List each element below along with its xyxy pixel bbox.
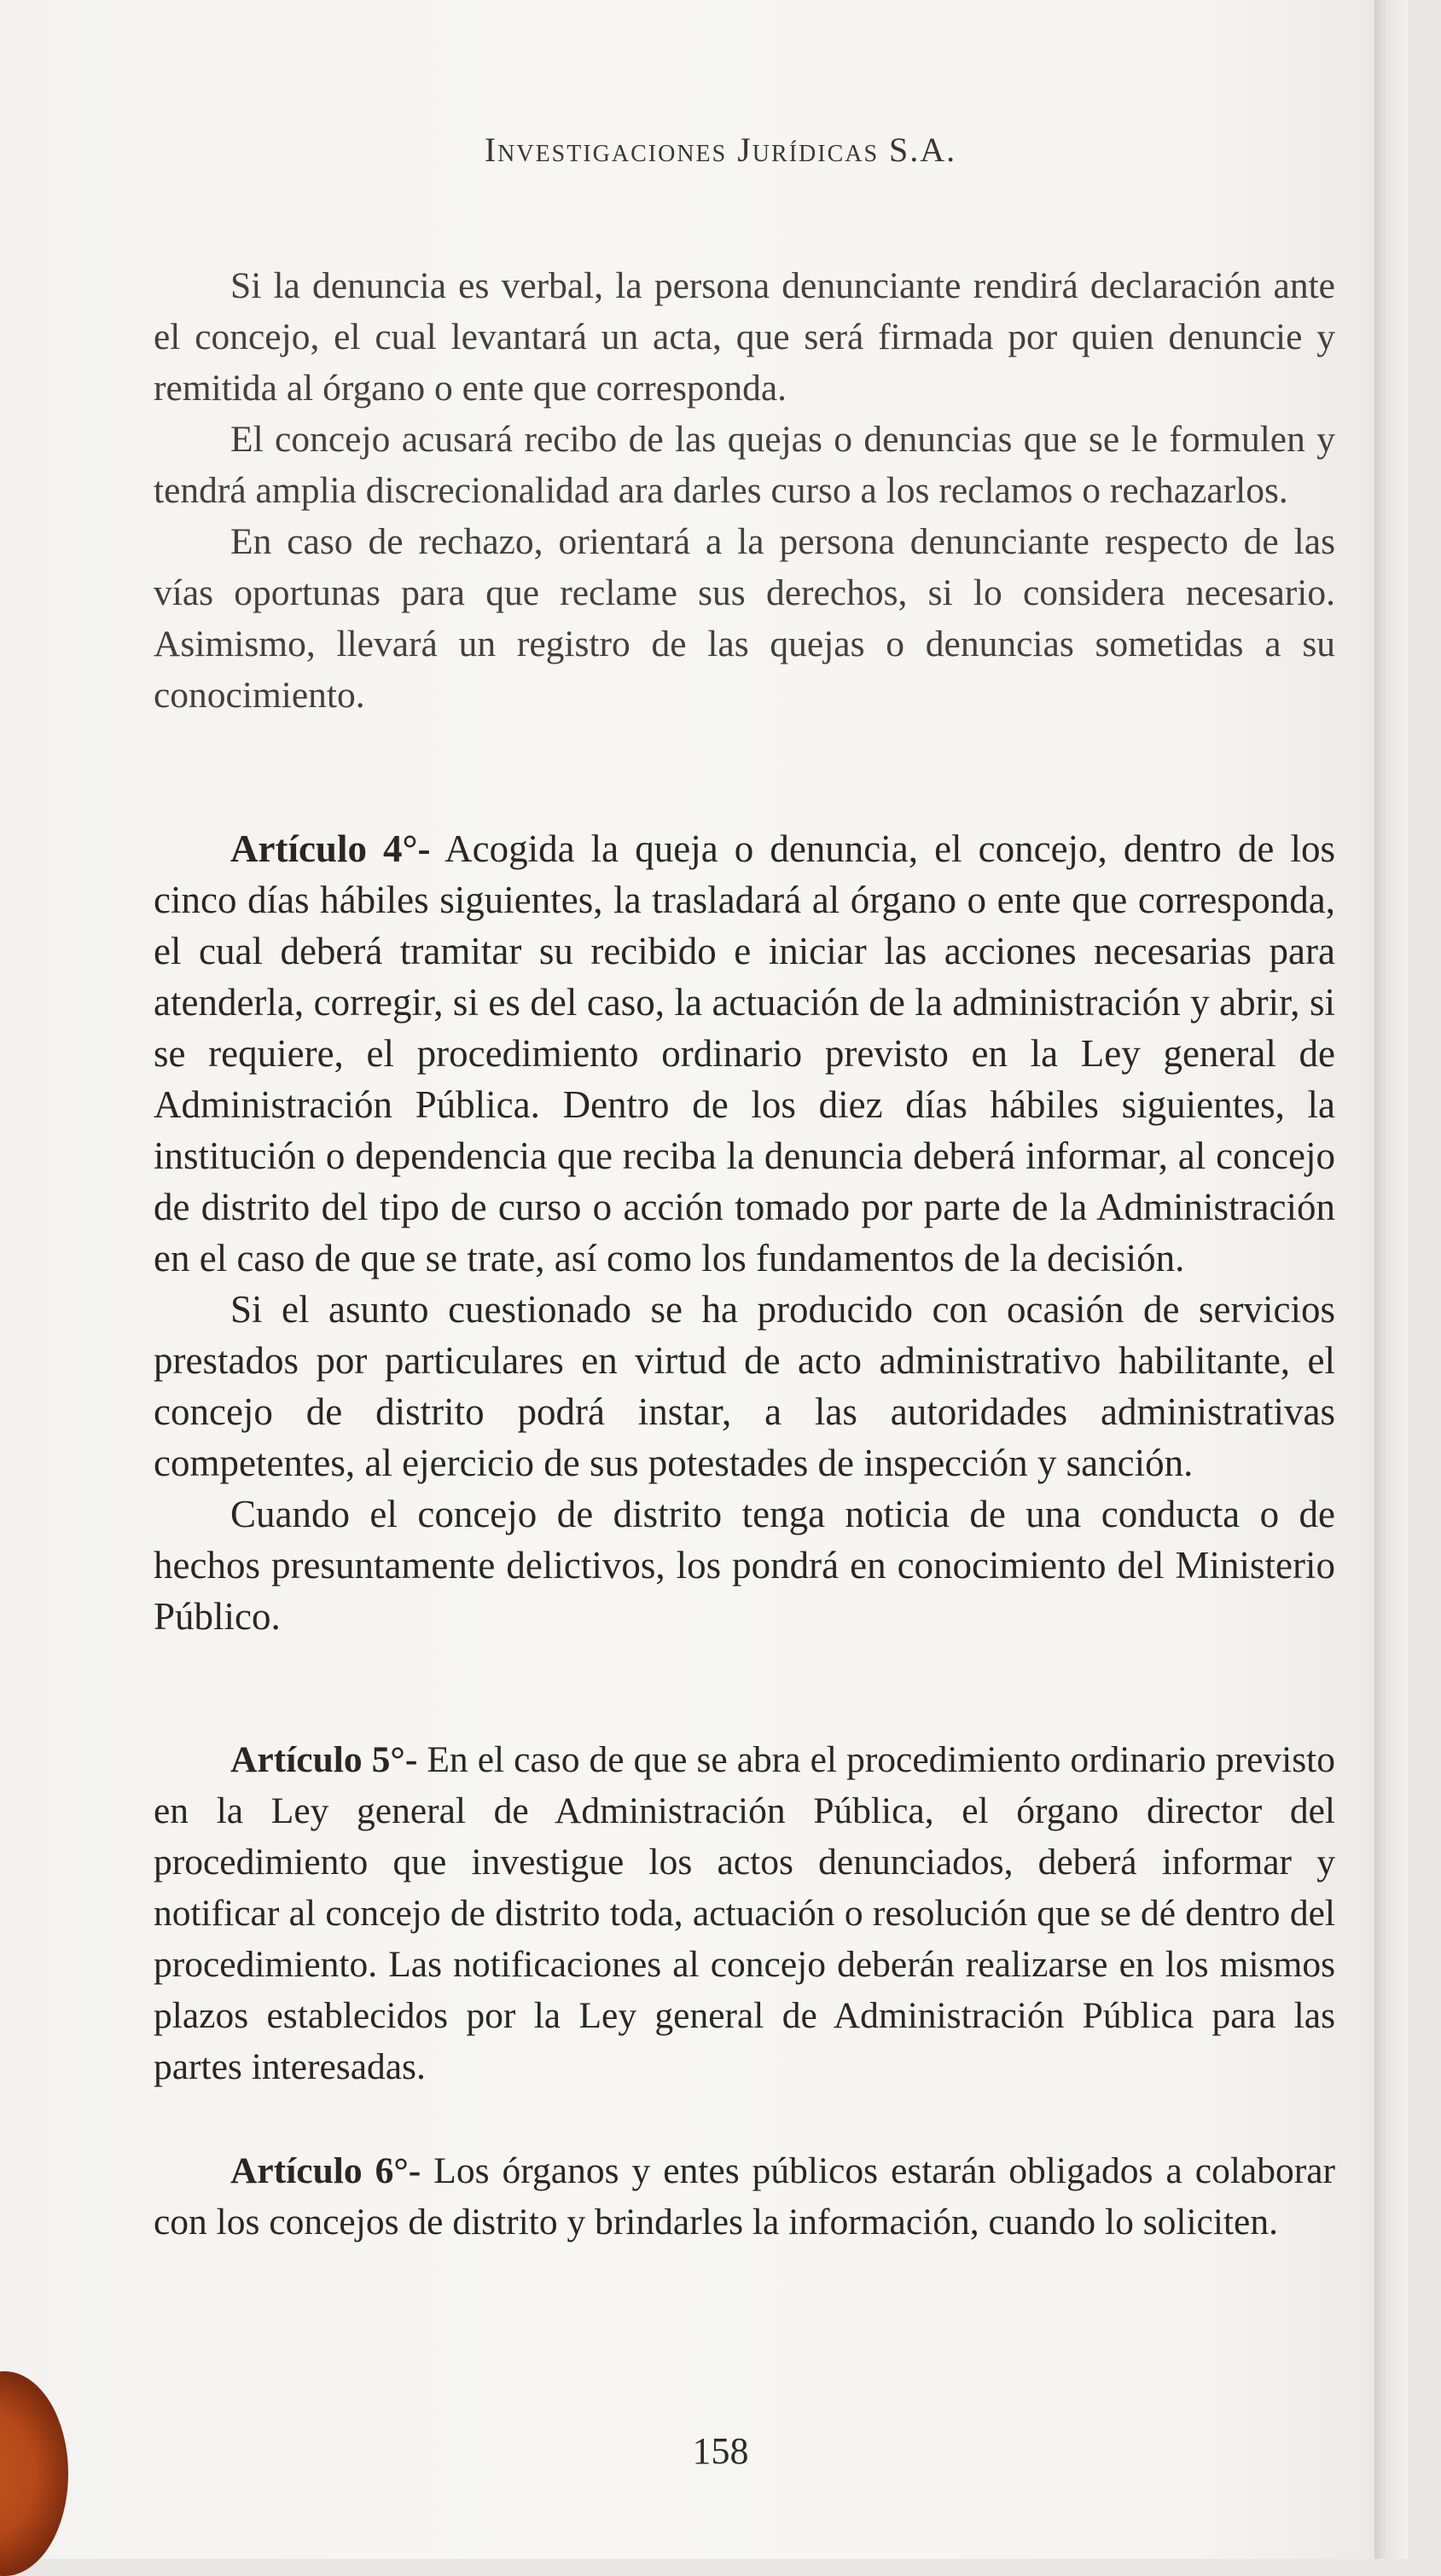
article-title: Artículo 5°- xyxy=(230,1739,418,1780)
article-title: Artículo 4°- xyxy=(230,827,431,870)
running-header: Investigaciones Jurídicas S.A. xyxy=(484,131,957,169)
article-6 xyxy=(154,2145,1335,2248)
intro-paragraph: El concejo acusará recibo de las quejas o denuncias que se le formulen y tendrá amplia discrecionalidad ara darles curso a los reclamos o rechazarlos. xyxy=(154,419,1335,511)
article-text: En el caso de que se abra el procedimiento ordinario previsto en la Ley general de Administración Pública, el órgano director del procedimiento que investigue los actos denunciados, deberá informar y notificar al concejo de distrito toda, actuación o resolución que se dé dentro del procedimiento. Las notificaciones al concejo deberán realizarse en los mismos plazos establecidos por la Ley general de Administración Pública para las partes interesadas. xyxy=(154,1739,1335,2087)
article-4 xyxy=(154,823,1335,1642)
article-title: Artículo 6°- xyxy=(230,2150,421,2191)
article-paragraph xyxy=(154,2145,1335,2248)
intro-section xyxy=(154,260,1335,721)
intro-paragraph: En caso de rechazo, orientará a la persona denunciante respecto de las vías oportunas para que reclame sus derechos, si lo considera necesario. Asimismo, llevará un registro de las quejas o denuncias sometidas a su conocimiento. xyxy=(154,521,1335,716)
page-edge-shadow xyxy=(1374,0,1408,2559)
article-paragraph: Si el asunto cuestionado se ha producido con ocasión de servicios prestados por particulares en virtud de acto administrativo habilitante, el concejo de distrito podrá instar, a las autoridades administrativas competentes, al ejercicio de sus potestades de inspección y sanción. xyxy=(154,1288,1335,1484)
page-number: 158 xyxy=(692,2430,749,2472)
thumb-shadow xyxy=(0,2371,68,2576)
intro-paragraph: Si la denuncia es verbal, la persona denunciante rendirá declaración ante el concejo, el cual levantará un acta, que será firmada por quien denuncie y remitida al órgano o ente que corresponda. xyxy=(154,265,1335,409)
article-paragraph: Cuando el concejo de distrito tenga noticia de una conducta o de hechos presuntamente delictivos, los pondrá en conocimiento del Ministerio Público. xyxy=(154,1493,1335,1638)
article-text: Los órganos y entes públicos estarán obligados a colaborar con los concejos de distrito y brindarles la información, cuando lo soliciten. xyxy=(154,2150,1335,2242)
article-paragraph xyxy=(154,1734,1335,2092)
article-5 xyxy=(154,1734,1335,2092)
article-paragraph xyxy=(154,823,1335,1284)
article-text: Acogida la queja o denuncia, el concejo, dentro de los cinco días hábiles siguientes, la trasladará al órgano o ente que corresponda, el cual deberá tramitar su recibido e iniciar las acciones necesarias para atenderla, corregir, si es del caso, la actuación de la administración y abrir, si se requiere, el procedimiento ordinario previsto en la Ley general de Administración Pública. Dentro de los diez días hábiles siguientes, la institución o dependencia que reciba la denuncia deberá informar, al concejo de distrito del tipo de curso o acción tomado por parte de la Administración en el caso de que se trate, así como los fundamentos de la decisión. xyxy=(154,827,1335,1279)
